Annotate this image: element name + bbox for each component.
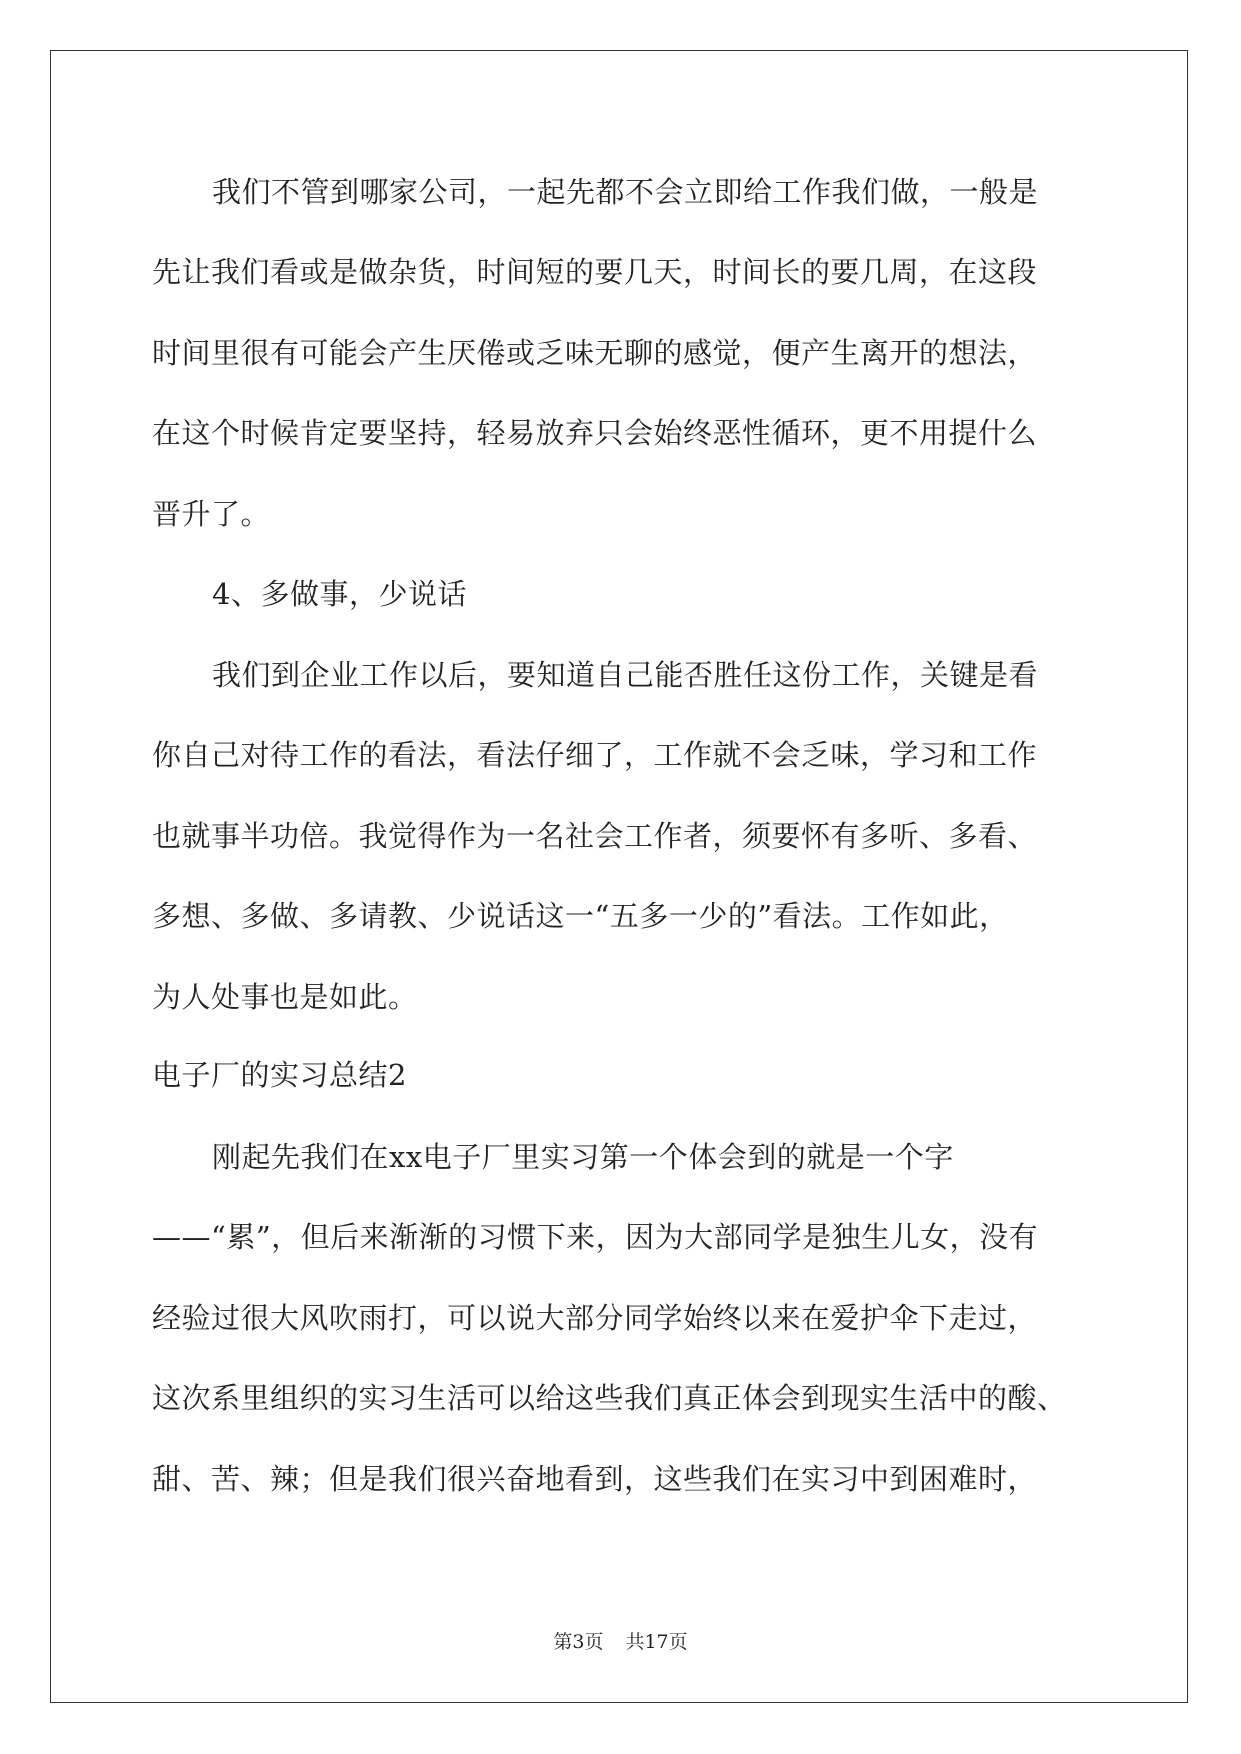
paragraph-line: 晋升了。 [152,497,271,531]
paragraph-line: 时间里很有可能会产生厌倦或乏味无聊的感觉，便产生离开的想法， [152,336,1038,370]
paragraph-line: 也就事半功倍。我觉得作为一名社会工作者，须要怀有多听、多看、 [152,819,1038,853]
paragraph-line: 在这个时候肯定要坚持，轻易放弃只会始终恶性循环，更不用提什么 [152,416,1038,450]
paragraph-line: 我们不管到哪家公司，一起先都不会立即给工作我们做，一般是 [212,175,1039,209]
paragraph-line: 经验过很大风吹雨打，可以说大部分同学始终以来在爱护伞下走过， [152,1301,1038,1335]
page-total: 共17页 [625,1631,688,1653]
paragraph-line: 你自己对待工作的看法，看法仔细了，工作就不会乏味，学习和工作 [152,738,1038,772]
section-heading: 4、多做事，少说话 [212,577,467,611]
paragraph-line: 刚起先我们在xx电子厂里实习第一个体会到的就是一个字 [212,1140,954,1174]
paragraph-line: 多想、多做、多请教、少说话这一“五多一少的”看法。工作如此， [152,899,1009,933]
paragraph-line: 先让我们看或是做杂货，时间短的要几天，时间长的要几周，在这段 [152,255,1038,289]
page-footer [0,1630,1241,1654]
paragraph-line: 甜、苦、辣；但是我们很兴奋地看到，这些我们在实习中到困难时， [152,1462,1038,1496]
paragraph-line: 我们到企业工作以后，要知道自己能否胜任这份工作，关键是看 [212,658,1039,692]
paragraph-line: 这次系里组织的实习生活可以给这些我们真正体会到现实生活中的酸、 [152,1381,1067,1415]
paragraph-line: 为人处事也是如此。 [152,980,418,1014]
page-number: 第3页 [553,1631,604,1653]
page-border [50,50,1188,1703]
document-title: 电子厂的实习总结2 [152,1058,407,1092]
paragraph-line: ——“累”，但后来渐渐的习惯下来，因为大部同学是独生儿女，没有 [152,1220,1039,1254]
